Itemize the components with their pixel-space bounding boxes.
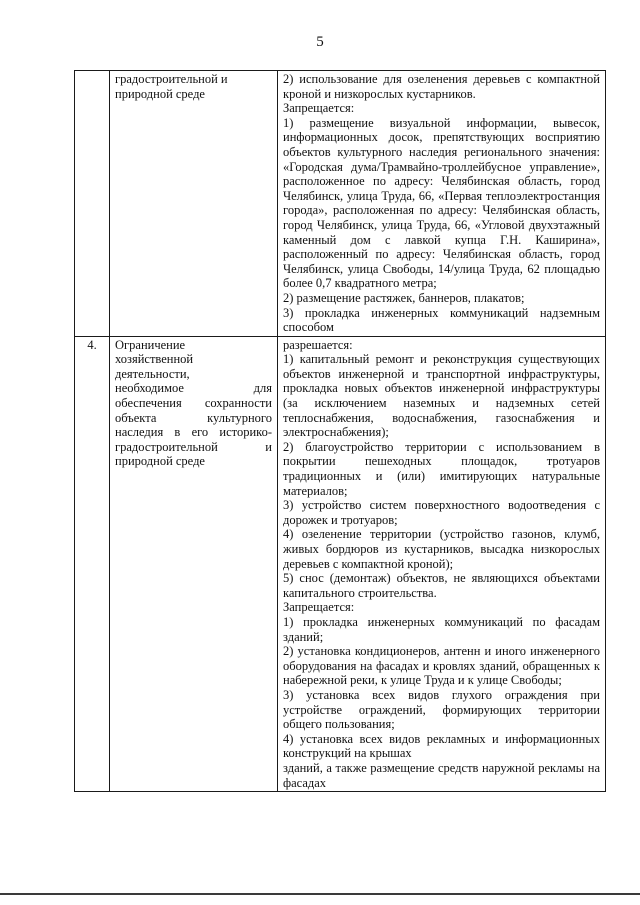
- row-description: [110, 71, 278, 337]
- row-rules: [278, 71, 606, 337]
- rule-item: 2) благоустройство территории с использованием в покрытии пешеходных площадок, тротуаров традиционных и (или) имитирующих натуральные материалов;: [283, 439, 600, 498]
- rule-item: 2) размещение растяжек, баннеров, плакатов;: [283, 290, 525, 305]
- table-row: [75, 336, 606, 791]
- rule-item: 2) использование для озеленения деревьев с компактной кроной и низкорослых кустарников.: [283, 72, 600, 101]
- rule-item: 3) устройство систем поверхностного водоотведения с дорожек и тротуаров;: [283, 498, 600, 527]
- description-line: природной среде: [115, 86, 205, 101]
- restrictions-table: [74, 70, 606, 792]
- row-description: [110, 336, 278, 791]
- rule-heading: Запрещается:: [283, 101, 355, 116]
- rule-item: 2) установка кондиционеров, антенн и иного инженерного оборудования на фасадах и кровлях зданий, обращенных к набережной реки, к улице Труда и к улице Свободы;: [283, 644, 600, 688]
- description-line: необходимое для обеспечения сохранности объекта культурного наследия в его историко-градостроительной и природной среде: [115, 381, 272, 469]
- rule-item: 3) прокладка инженерных коммуникаций надземным способом: [283, 305, 600, 335]
- rule-heading: разрешается:: [283, 337, 353, 352]
- rule-item: 4) установка всех видов рекламных и информационных конструкций на крышах: [283, 731, 600, 761]
- rule-item: зданий, а также размещение средств наружной рекламы на фасадах: [283, 760, 600, 790]
- page-number: 5: [316, 34, 324, 50]
- rule-item: 4) озеленение территории (устройство газонов, клумб, живых бордюров из кустарников, высадка низкорослых деревьев с компактной кроной);: [283, 527, 600, 571]
- description-line: Ограничение: [115, 337, 186, 352]
- description-line: градостроительной и: [115, 72, 228, 86]
- row-number: 4.: [75, 336, 110, 791]
- row-rules: [278, 336, 606, 791]
- rule-heading: Запрещается:: [283, 600, 355, 615]
- rule-item: 3) установка всех видов глухого ограждения при устройстве ограждений, формирующих территории общего пользования;: [283, 687, 600, 732]
- row-number: [75, 71, 110, 337]
- table-row: [75, 71, 606, 337]
- page-bottom-border: [0, 893, 640, 895]
- description-line: деятельности,: [115, 366, 190, 381]
- rule-item: 5) снос (демонтаж) объектов, не являющихся объектами капитального строительства.: [283, 571, 600, 600]
- description-line: хозяйственной: [115, 352, 194, 367]
- rule-item: 1) капитальный ремонт и реконструкция существующих объектов инженерной и транспортной инфраструктуры, прокладка новых объектов инженерной инфраструктуры (за исключением наземных и надземных сетей теплоснабжения, водоснабжения, газоснабжения и электроснабжения);: [283, 352, 600, 440]
- rule-item: 1) прокладка инженерных коммуникаций по фасадам зданий;: [283, 614, 600, 644]
- rule-item: 1) размещение визуальной информации, вывесок, информационных досок, препятствующих восприятию объектов культурного наследия регионального значения: «Городская дума/Трамвайно-троллейбусное управление», расположенное по адресу: Челябинская область, город Челябинск, улица Труда, 66, «Первая теплоэлектростанция города», расположенная по адресу: Челябинская область, город Челябинск, улица Труда, 66, «Угловой двухэтажный каменный дом с лавкой купца Г.Н. Каширина», расположенный по адресу: Челябинская область, город Челябинск, улица Свободы, 14/улица Труда, 62 площадью более 0,7 квадратного метра;: [283, 115, 600, 291]
